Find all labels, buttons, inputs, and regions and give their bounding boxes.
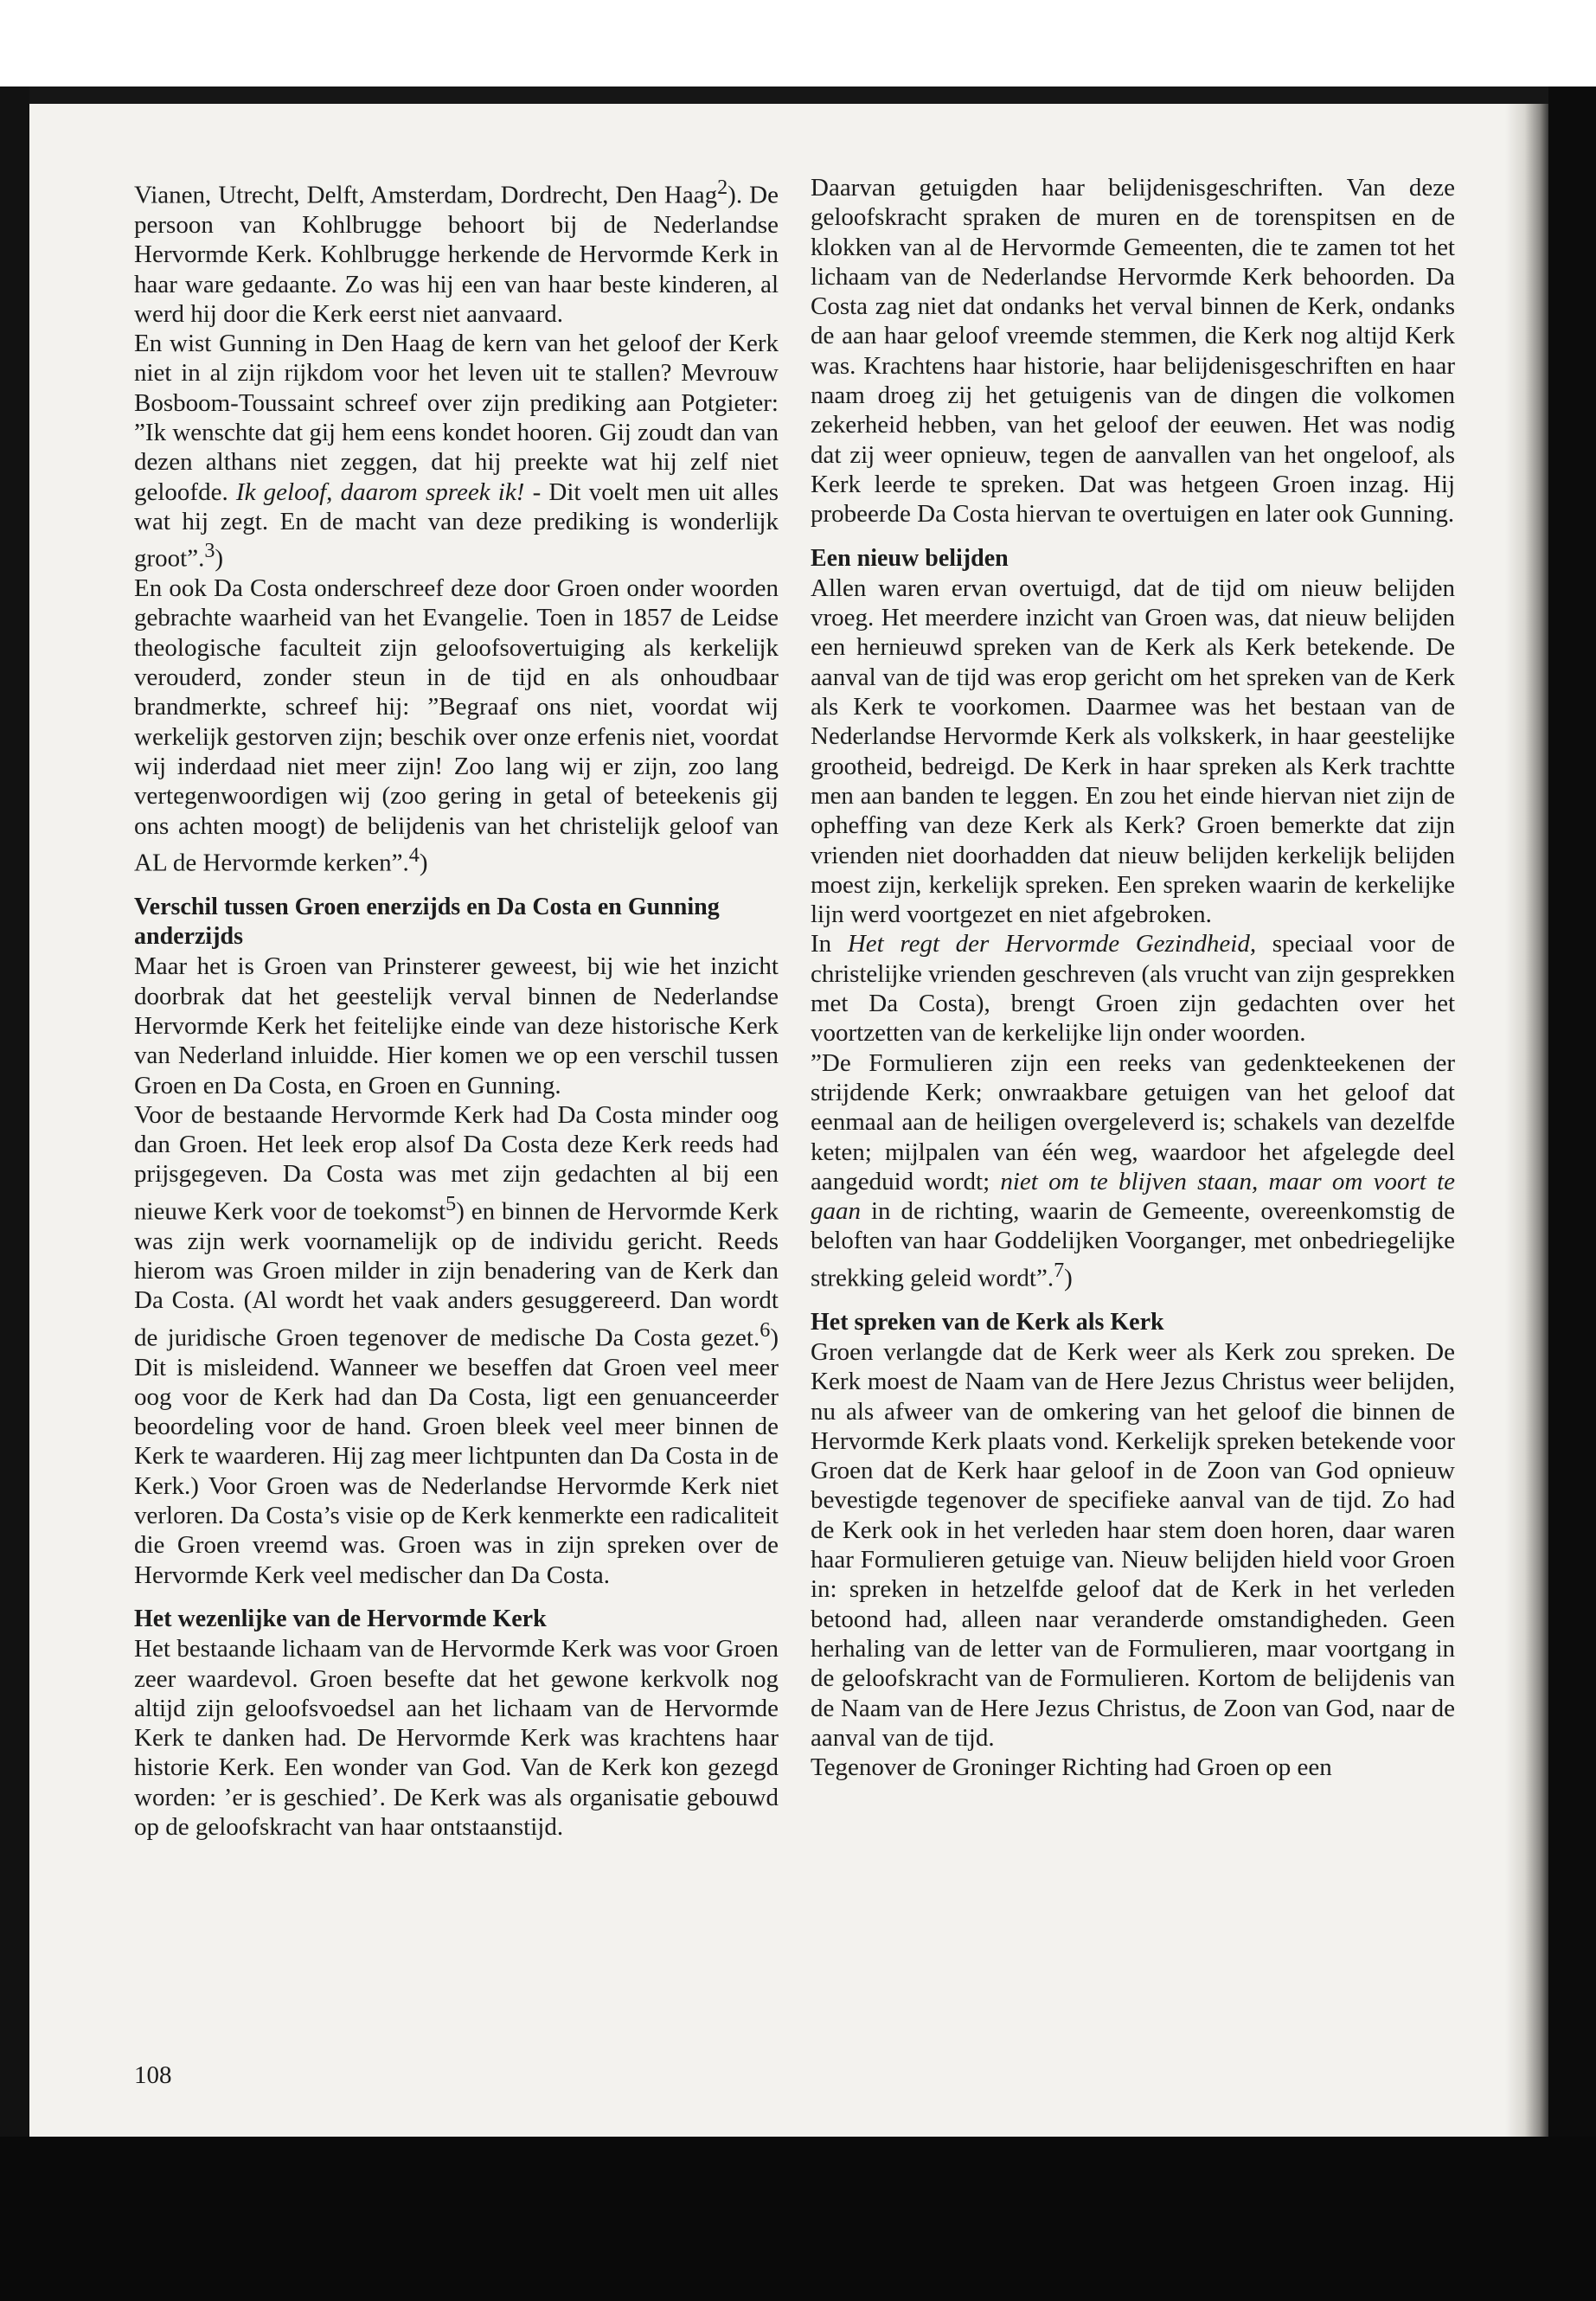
scan-left-edge [0,87,29,2137]
paragraph-overtuigd: Allen waren ervan overtuigd, dat de tijd om nieuw belijden vroeg. Het meerdere inzicht van Groen was, dat nieuw belijden een hernieuwd spreken van de Kerk als Kerk betekende. De aanval van de tijd was erop gericht om het spreken van de Kerk als Kerk te voorkomen. Daarmee was het bestaan van de Nederlandse Hervormde Kerk als volkskerk, in haar geestelijke grootheid, bedreigd. De Kerk in haar spreken als Kerk trachtte men aan banden te leggen. En zou het einde hiervan niet zijn de opheffing van deze Kerk als Kerk? Groen bemerkte dat zijn vrienden niet doorhadden dat nieuw belijden kerkelijk belijden moest zijn, kerkelijk spreken. Een spreken waarin de kerkelijke lijn werd voortgezet en niet afgebroken. [811,574,1455,929]
scan-right-edge [1548,87,1596,2301]
page-spine-shadow [1505,104,1548,2137]
paragraph-kohlbrugge: Vianen, Utrecht, Delft, Amsterdam, Dordrecht, Den Haag$^2$). De persoon van Kohlbrugge behoort bij de Nederlandse Hervormde Kerk. Kohlbrugge herkende de Hervormde Kerk in haar ware gedaante. Zo was hij een van haar beste kinderen, al werd hij door die Kerk eerst niet aanvaard. [134,176,779,328]
paragraph-groen-van-prinsterer: Maar het is Groen van Prinsterer geweest, bij wie het inzicht doorbrak dat het geestelijk verval binnen de Nederlandse Hervormde Kerk het feitelijke einde van deze historische Kerk van Nederland inluidde. Hier komen we op een verschil tussen Groen en Da Costa, en Groen en Gunning. [134,952,779,1099]
section-gap [134,878,779,893]
section-gap [134,1590,779,1605]
paragraph-groninger: Tegenover de Groninger Richting had Groen op een [811,1753,1332,1782]
scan-bottom-edge [0,2137,1596,2301]
paragraph-lichaam: Het bestaande lichaam van de Hervormde Kerk was voor Groen zeer waardevol. Groen besefte dat het gewone kerkvolk nog altijd zijn geloofsvoedsel aan het lichaam van de Hervormde Kerk te danken had. De Hervormde Kerk was krachtens haar historie Kerk. Een wonder van God. Van de Kerk kon gezegd worden: ’er is geschied’. De Kerk was als organisatie gebouwd op de geloofskracht van haar ontstaanstijd. [134,1635,779,1842]
page-number: 108 [134,2061,172,2089]
paragraph-da-costa: En ook Da Costa onderschreef deze door Groen onder woorden gebrachte waarheid van het Evangelie. Toen in 1857 de Leidse theologische faculteit zijn geloofsovertuiging als kerkelijk verouderd, zonder steun in de tijd en als onhoudbaar brandmerkte, schreef hij: ”Begraaf ons niet, voordat wij werkelijk gestorven zijn; beschik over onze erfenis niet, voordat wij inderdaad niet meer zijn! Zoo lang wij er zijn, zoo lang vertegenwoordigen wij (zoo gering in getal of beteekenis gij ons achten moogt) de belijdenis van het christelijk geloof van AL de Hervormde kerken”.$^4$) [134,574,779,877]
paragraph-bestaande-kerk: Voor de bestaande Hervormde Kerk had Da Costa minder oog dan Groen. Het leek erop alsof Da Costa deze Kerk reeds had prijsgegeven. Da Costa was met zijn gedachten al bij een nieuwe Kerk voor de toekomst$^5$) en binnen de Hervormde Kerk was zijn werk voornamelijk op de individu gericht. Reeds hierom was Groen milder in zijn benadering van de Kerk dan Da Costa. (Al wordt het vaak anders gesuggereerd. Dan wordt de juridische Groen tegenover de medische Da Costa gezet.$^6$) Dit is misleidend. Wanneer we beseffen dat Groen veel meer oog voor de Kerk had dan Da Costa, ligt een genuanceerder beoordeling voor de hand. Groen bleek veel meer binnen de Kerk te waarderen. Hij zag meer lichtpunten dan Da Costa in de Kerk.) Voor Groen was de Nederlandse Hervormde Kerk niet verloren. Da Costa’s visie op de Kerk kenmerkte een radicaliteit die Groen vreemd was. Groen was in zijn spreken over de Hervormde Kerk veel medischer dan Da Costa. [134,1100,779,1589]
right-column [811,173,1455,1782]
paragraph-regt: In Het regt der Hervormde Gezindheid, speciaal voor de christelijke vrienden geschreven (als vrucht van zijn gesprekken met Da Costa), brengt Groen zijn gedachten over het voortzetten van de kerkelijke lijn onder woorden. [811,930,1455,1048]
heading-nieuw-belijden: Een nieuw belijden [811,544,1009,572]
section-gap [811,529,1455,544]
paragraph-formulieren-quote: ”De Formulieren zijn een reeks van gedenkteekenen der strijdende Kerk; onwraakbare getuigen van het geloof dat eenmaal aan de heiligen overgeleverd is; schakels van dezelfde keten; mijlpalen van één weg, waardoor het afgelegde deel aangeduid wordt; niet om te blijven staan, maar om voort te gaan in de richting, waarin de Gemeente, overeenkomstig de beloften van haar Goddelijken Voorganger, met onbedriegelijke strekking geleid wordt”.$^7$) [811,1048,1455,1292]
paragraph-gunning: En wist Gunning in Den Haag de kern van het geloof der Kerk niet in al zijn rijkdom voor het leven uit te stallen? Mevrouw Bosboom-Toussaint schreef over zijn prediking aan Potgieter: ”Ik wenschte dat gij hem eens kondet hooren. Gij zoudt dan van dezen althans niet zeggen, dat hij preekte wat hij zelf niet geloofde. Ik geloof, daarom spreek ik! - Dit voelt men uit alles wat hij zegt. En de macht van deze prediking is wonderlijk groot”.$^3$) [134,330,779,573]
section-gap [811,1293,1455,1308]
heading-wezenlijke: Het wezenlijke van de Hervormde Kerk [134,1605,547,1632]
heading-verschil: Verschil tussen Groen enerzijds en Da Costa en Gunning anderzijds [134,893,720,951]
left-column [134,173,779,1842]
heading-spreken: Het spreken van de Kerk als Kerk [811,1308,1164,1336]
paragraph-belijdenisgeschriften: Daarvan getuigden haar belijdenisgeschriften. Van deze geloofskracht spraken de muren en de torenspitsen en de klokken van al de Hervormde Gemeenten, die te zamen tot het lichaam van de Nederlandse Hervormde Kerk behoorden. Da Costa zag niet dat ondanks het verval binnen de Kerk, ondanks de aan haar geloof vreemde stemmen, die Kerk nog altijd Kerk was. Krachtens haar historie, haar belijdenisgeschriften en haar naam droeg zij het getuigenis van de dingen die volkomen zekerheid hebben, van het geloof der eeuwen. Het was nodig dat zij weer opnieuw, tegen de aanvallen van het ongeloof, als Kerk leerde te spreken. Dat was hetgeen Groen inzag. Hij probeerde Da Costa hiervan te overtuigen en later ook Gunning. [811,174,1455,529]
paragraph-groen-verlangde: Groen verlangde dat de Kerk weer als Kerk zou spreken. De Kerk moest de Naam van de Here Jezus Christus weer belijden, nu als afweer van de omkering van het geloof die binnen de Hervormde Kerk plaats vond. Kerkelijk spreken betekende voor Groen dat de Kerk haar geloof in de Zoon van God opnieuw bevestigde tegenover de specifieke aanval van de tijd. Zo had de Kerk ook in het verleden haar stem doen horen, daar waren haar Formulieren getuige van. Nieuw belijden hield voor Groen in: spreken in hetzelfde geloof dat de Kerk in het verleden betoond had, alleen naar veranderde omstandigheden. Geen herhaling van de letter van de Formulieren, maar voortgang in de geloofskracht van de Formulieren. Kortom de belijdenis van de Naam van de Here Jezus Christus, de Zoon van God, naar de aanval van de tijd. [811,1337,1455,1752]
